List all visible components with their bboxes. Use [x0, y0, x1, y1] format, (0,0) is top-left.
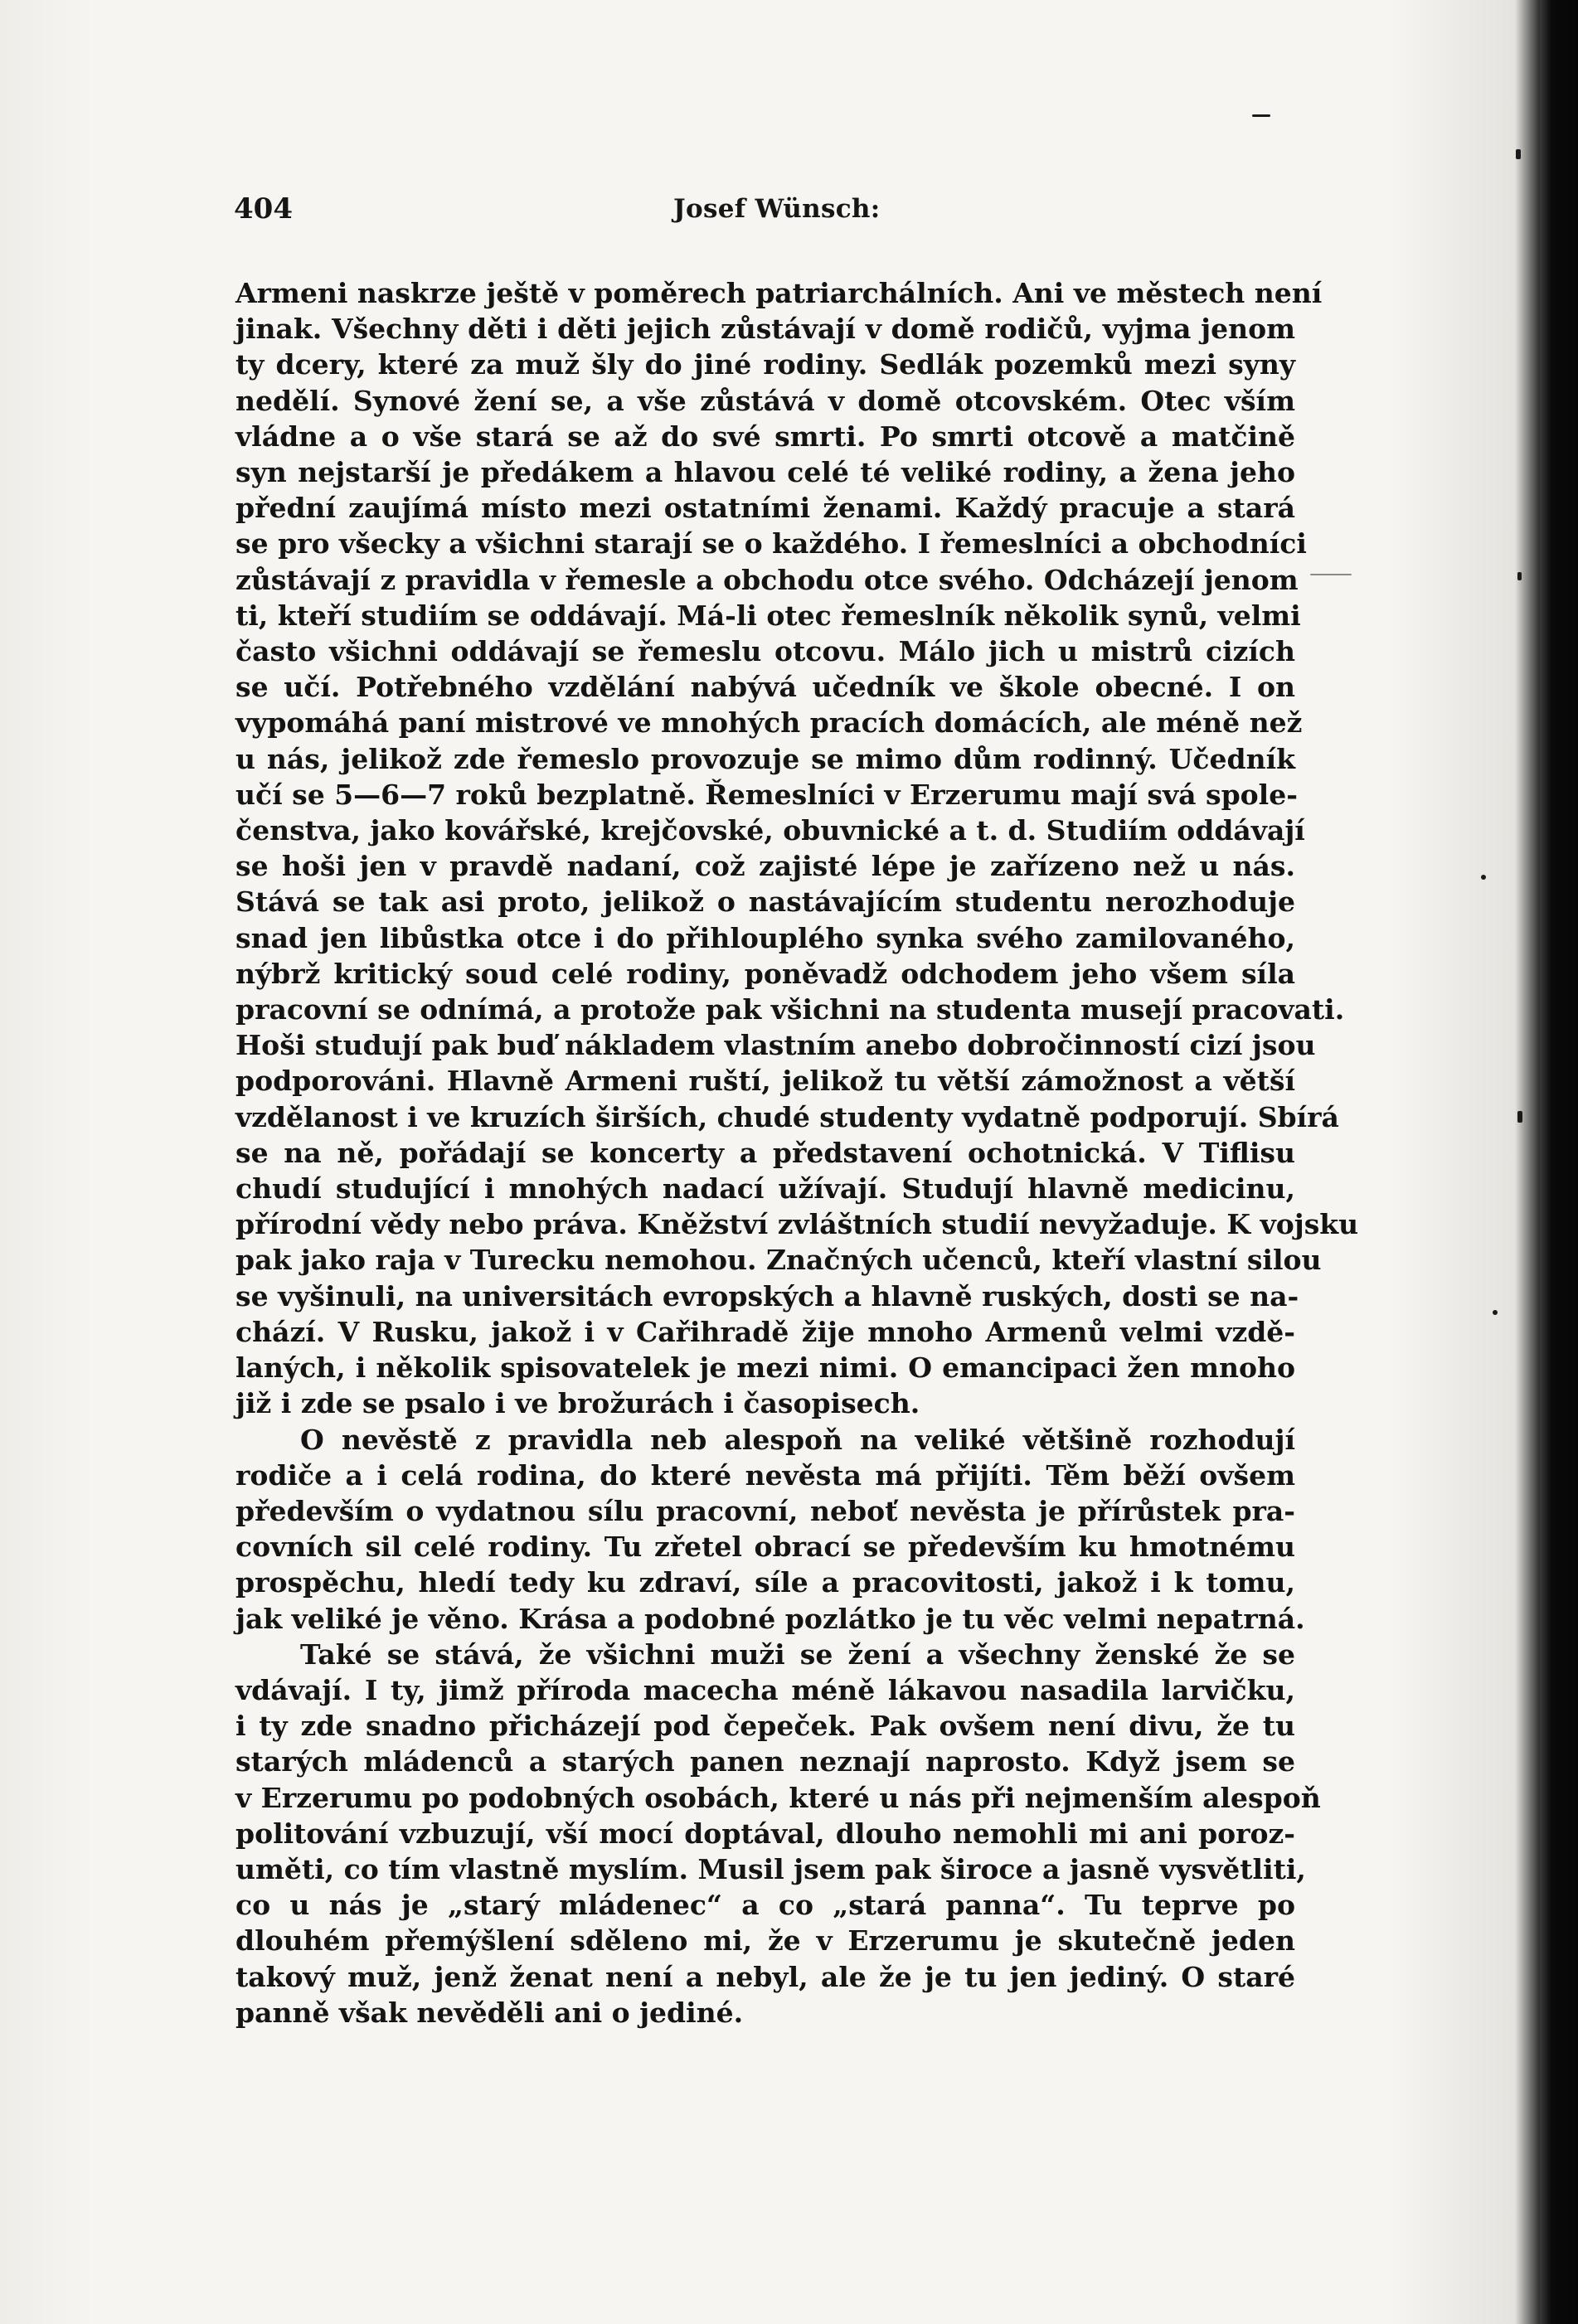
text-line: vypomáhá paní mistrové ve mnohých pracích domácích, ale méně než	[235, 706, 1303, 740]
text-line: ti, kteří studiím se oddávají. Má-li otec řemeslník několik synů, velmi	[235, 599, 1301, 632]
body-text	[235, 275, 1359, 2030]
margin-speck	[1516, 149, 1521, 159]
text-line: podporováni. Hlavně Armeni ruští, jelikož tu větší zámožnost a větší	[235, 1065, 1295, 1098]
text-line: dlouhém přemýšlení sděleno mi, že v Erzerumu je skutečně jeden	[235, 1924, 1295, 1958]
page-number: 404	[234, 192, 293, 226]
text-line: čenstva, jako kovářské, krejčovské, obuvnické a t. d. Studiím oddávají	[235, 814, 1305, 847]
text-line: se hoši jen v pravdě nadaní, což zajisté lépe je zařízeno než u nás.	[235, 850, 1295, 883]
paragraph-end-line: jak veliké je věno. Krása a podobné pozlátko je tu věc velmi nepatrná.	[235, 1602, 1305, 1635]
running-title: Josef Wünsch:	[673, 194, 881, 224]
text-line: nedělí. Synové žení se, a vše zůstává v domě otcovském. Otec vším	[235, 384, 1295, 417]
text-line: učí se 5—6—7 roků bezplatně. Řemeslníci v Erzerumu mají svá spole-	[235, 778, 1298, 811]
margin-speck	[1310, 574, 1352, 575]
text-line: jinak. Všechny děti i děti jejich zůstávají v domě rodičů, vyjma jenom	[235, 313, 1295, 346]
text-line: se vyšinuli, na universitách evropských a hlavně ruských, dosti se na-	[235, 1279, 1299, 1312]
text-line: Stává se tak asi proto, jelikož o nastávajícím studentu nerozhoduje	[235, 885, 1295, 919]
text-line: nýbrž kritický soud celé rodiny, poněvadž odchodem jeho všem síla	[235, 957, 1295, 990]
text-line: snad jen libůstka otce i do přihlouplého synka svého zamilovaného,	[235, 921, 1295, 954]
text-line: se na ně, pořádají se koncerty a představení ochotnická. V Tiflisu	[235, 1136, 1295, 1169]
text-line: v Erzerumu po podobných osobách, které u nás při nejmenším alespoň	[235, 1781, 1321, 1814]
text-line: chudí studující i mnohých nadací užívají. Studují hlavně medicinu,	[235, 1172, 1295, 1206]
text-line: covních sil celé rodiny. Tu zřetel obrací se především ku hmotnému	[235, 1531, 1295, 1564]
text-line: syn nejstarší je předákem a hlavou celé té veliké rodiny, a žena jeho	[235, 456, 1295, 489]
text-line: co u nás je „starý mládenec“ a co „stará panna“. Tu teprve po	[235, 1889, 1295, 1922]
text-line: vládne a o vše stará se až do své smrti. Po smrti otcově a matčině	[235, 420, 1295, 453]
text-line: pak jako raja v Turecku nemohou. Značných učenců, kteří vlastní silou	[235, 1244, 1322, 1277]
text-line: i ty zde snadno přicházejí pod čepeček. Pak ovšem není divu, že tu	[235, 1710, 1295, 1743]
text-line: se pro všecky a všichni starají se o každého. I řemeslníci a obchodníci	[235, 527, 1307, 560]
text-line: prospěchu, hledí tedy ku zdraví, síle a pracovitosti, jakož i k tomu,	[235, 1566, 1295, 1599]
text-line: vzdělanost i ve kruzích širších, chudé studenty vydatně podporují. Sbírá	[235, 1100, 1339, 1133]
text-line: chází. V Rusku, jakož i v Cařihradě žije mnoho Armenů velmi vzdě-	[235, 1315, 1295, 1348]
paragraph-start-line: O nevěstě z pravidla neb alespoň na veliké většině rozhodují	[300, 1423, 1295, 1456]
text-line: často všichni oddávají se řemeslu otcovu. Málo jich u mistrů cizích	[235, 635, 1295, 668]
text-line: pracovní se odnímá, a protože pak všichni na studenta musejí pracovati.	[235, 993, 1345, 1026]
text-line: především o vydatnou sílu pracovní, neboť nevěsta je přírůstek pra-	[235, 1494, 1295, 1527]
paragraph-start-line: Také se stává, že všichni muži se žení a všechny ženské že se	[300, 1637, 1295, 1671]
text-line: uměti, co tím vlastně myslím. Musil jsem pak široce a jasně vysvětliti,	[235, 1852, 1306, 1885]
running-head	[234, 192, 1295, 230]
text-line: ty dcery, které za muž šly do jiné rodiny. Sedlák pozemků mezi syny	[235, 348, 1295, 381]
text-line: u nás, jelikož zde řemeslo provozuje se mimo dům rodinný. Učedník	[235, 742, 1295, 775]
paragraph-end-line: již i zde se psalo i ve brožurách i časopisech.	[235, 1387, 920, 1420]
margin-speck	[1493, 1310, 1498, 1315]
text-line: politování vzbuzují, vší mocí doptával, dlouho nemohli mi ani poroz-	[235, 1817, 1295, 1850]
text-line: zůstávají z pravidla v řemesle a obchodu otce svého. Odcházejí jenom	[235, 563, 1299, 596]
text-line: přírodní vědy nebo práva. Kněžství zvláštních studií nevyžaduje. K vojsku	[235, 1208, 1359, 1241]
margin-speck	[1252, 114, 1270, 117]
page-right-edge-shadow	[1540, 0, 1578, 2324]
text-line: přední zaujímá místo mezi ostatními ženami. Každý pracuje a stará	[235, 492, 1295, 525]
text-line: vdávají. I ty, jimž příroda macecha méně lákavou nasadila larvičku,	[235, 1673, 1295, 1706]
text-line: laných, i několik spisovatelek je mezi nimi. O emancipaci žen mnoho	[235, 1351, 1295, 1385]
text-line: takový muž, jenž ženat není a nebyl, ale že je tu jen jediný. O staré	[235, 1960, 1295, 1993]
text-line: Armeni naskrze ještě v poměrech patriarchálních. Ani ve městech není	[235, 277, 1323, 309]
paragraph-end-line: panně však nevěděli ani o jediné.	[235, 1996, 744, 2029]
margin-speck	[1481, 875, 1486, 880]
text-line: se učí. Potřebného vzdělání nabývá učedník ve škole obecné. I on	[235, 671, 1295, 704]
margin-speck	[1517, 1111, 1522, 1123]
text-line: rodiče a i celá rodina, do které nevěsta má přijíti. Těm běží ovšem	[235, 1458, 1295, 1492]
margin-speck	[1517, 572, 1522, 580]
text-line: Hoši studují pak buď nákladem vlastním anebo dobročinností cizí jsou	[235, 1029, 1316, 1062]
text-line: starých mládenců a starých panen neznají naprosto. Když jsem se	[235, 1745, 1295, 1778]
